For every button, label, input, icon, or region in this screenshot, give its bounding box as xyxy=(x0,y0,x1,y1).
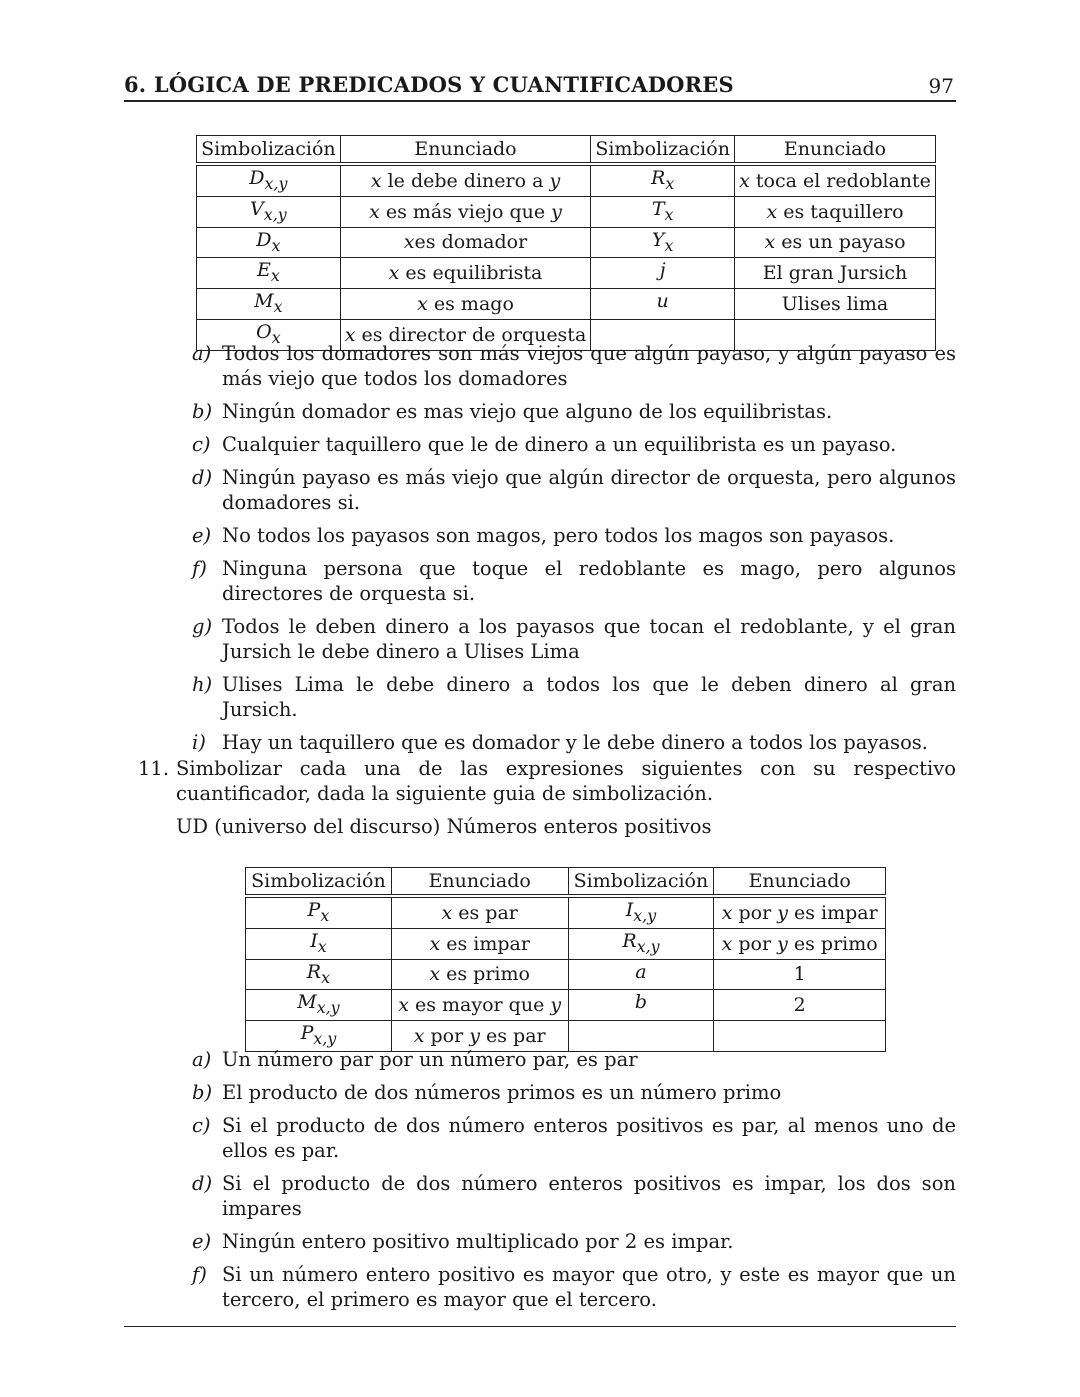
symbol-cell xyxy=(591,258,735,289)
symbol-letter: M xyxy=(254,290,274,313)
statement-text: x es un payaso xyxy=(764,231,906,254)
table-header: Simbolización xyxy=(591,136,735,163)
item-label xyxy=(192,1229,211,1254)
item-text: No todos los payasos son magos, pero todos los magos son payasos. xyxy=(222,524,895,547)
symbol-letter: j xyxy=(659,259,666,282)
statement-cell xyxy=(714,959,886,990)
item-label xyxy=(192,556,207,581)
item-label xyxy=(192,1047,211,1072)
symbol-subscript: x xyxy=(273,296,283,316)
statement-text: x es equilibrista xyxy=(388,262,543,285)
symbolization-table-2 xyxy=(245,867,886,1052)
statement-cell xyxy=(391,959,568,990)
table-row xyxy=(246,928,886,959)
symbol-cell xyxy=(568,959,714,990)
item-label xyxy=(192,1080,212,1105)
symbol-cell xyxy=(197,258,341,289)
symbol-letter: E xyxy=(256,259,271,282)
symbol-subscript: x,y xyxy=(636,936,660,956)
statement-text: xes domador xyxy=(403,231,528,254)
symbol-letter: T xyxy=(651,197,665,220)
symbol-letter: O xyxy=(256,320,272,343)
item-text: Hay un taquillero que es domador y le debe dinero a todos los payasos. xyxy=(222,731,929,754)
item-label xyxy=(192,341,211,366)
item-label xyxy=(192,1113,211,1138)
symbol-cell xyxy=(568,990,714,1021)
item-text: Si el producto de dos número enteros positivos es impar, los dos son impares xyxy=(222,1172,956,1220)
footer-rule xyxy=(124,1326,956,1327)
statement-cell xyxy=(735,258,936,289)
symbol-cell xyxy=(197,289,341,320)
symbol-subscript: x,y xyxy=(316,998,340,1018)
item-text: Si un número entero positivo es mayor que otro, y este es mayor que un tercero, el primero es mayor que el tercero. xyxy=(222,1263,956,1311)
statement-text: x es más viejo que y xyxy=(369,200,562,223)
symbol-subscript: x xyxy=(665,173,675,193)
symbol-subscript: x xyxy=(271,327,281,347)
item-label-text: f) xyxy=(192,1263,207,1286)
symbol-subscript: x xyxy=(321,967,331,987)
symbol-letter: P xyxy=(300,1022,314,1045)
symbol-letter: I xyxy=(625,899,634,921)
item-text: Ningún payaso es más viejo que algún director de orquesta, pero algunos domadores si. xyxy=(222,466,956,514)
symbol-letter: R xyxy=(651,167,666,189)
item-label xyxy=(192,465,212,490)
symbol-letter: R xyxy=(306,960,322,983)
symbol-cell xyxy=(197,227,341,258)
table-row xyxy=(197,289,936,320)
symbol-letter: M xyxy=(297,991,317,1014)
symbol-cell xyxy=(568,898,714,929)
statement-cell xyxy=(340,289,591,320)
item-label-text: b) xyxy=(192,1081,213,1104)
symbol-letter: D xyxy=(256,228,272,251)
list-item xyxy=(192,1113,956,1163)
list-item xyxy=(192,1080,956,1105)
item-label xyxy=(192,1171,212,1196)
statement-text: 2 xyxy=(793,994,806,1017)
statement-cell xyxy=(714,898,886,929)
list-item xyxy=(192,1171,956,1221)
item-text: Ningún entero positivo multiplicado por 2 es impar. xyxy=(222,1230,734,1253)
symbol-letter: I xyxy=(310,929,318,952)
table-header: Simbolización xyxy=(568,868,714,895)
item-label-text: d) xyxy=(192,1172,213,1195)
symbol-cell xyxy=(591,196,735,227)
item-label-text: h) xyxy=(192,673,213,696)
item-label xyxy=(192,730,206,755)
item-label-text: d) xyxy=(192,466,213,489)
item-text: Todos los domadores son más viejos que algún payaso, y algún payaso es más viejo que todos los domadores xyxy=(222,342,956,390)
exercise-list-11 xyxy=(192,1047,956,1320)
item-label-text: a) xyxy=(192,342,212,365)
list-item xyxy=(192,465,956,515)
symbol-cell xyxy=(197,196,341,227)
item-label xyxy=(192,614,212,639)
chapter-title: 6. LÓGICA DE PREDICADOS Y CUANTIFICADORES xyxy=(124,72,734,97)
symbol-letter: b xyxy=(634,991,648,1014)
statement-text: x es taquillero xyxy=(766,200,904,223)
statement-text: x por y es impar xyxy=(721,901,878,924)
symbol-cell xyxy=(197,166,341,197)
item-label xyxy=(192,432,211,457)
table-row xyxy=(197,258,936,289)
statement-text: El gran Jursich xyxy=(762,262,908,285)
symbol-letter: a xyxy=(635,960,647,983)
symbol-cell xyxy=(568,928,714,959)
page-header xyxy=(124,72,956,102)
symbol-subscript: x,y xyxy=(263,204,287,224)
table-row xyxy=(197,166,936,197)
table-header: Enunciado xyxy=(340,136,591,163)
statement-text: x es director de orquesta xyxy=(344,323,587,346)
table-row xyxy=(246,990,886,1021)
table-header: Enunciado xyxy=(714,868,886,895)
symbol-subscript: x,y xyxy=(264,173,288,193)
item-text: Ningún domador es mas viejo que alguno de los equilibristas. xyxy=(222,400,833,423)
symbol-cell xyxy=(591,289,735,320)
statement-cell xyxy=(735,289,936,320)
statement-cell xyxy=(340,258,591,289)
item-label-text: g) xyxy=(192,615,213,638)
statement-text: x es mayor que y xyxy=(398,994,562,1017)
item-text: Si el producto de dos número enteros positivos es par, al menos uno de ellos es par. xyxy=(222,1114,956,1162)
list-item xyxy=(192,556,956,606)
item-label-text: i) xyxy=(192,731,206,754)
statement-text: x es impar xyxy=(429,932,530,955)
statement-cell xyxy=(340,196,591,227)
statement-text: 1 xyxy=(793,963,806,986)
statement-cell xyxy=(735,227,936,258)
symbol-cell xyxy=(591,227,735,258)
symbol-subscript: x xyxy=(320,905,330,925)
table-row xyxy=(197,196,936,227)
item-text: El producto de dos números primos es un número primo xyxy=(222,1081,782,1104)
list-item xyxy=(192,341,956,391)
exercise-list-10 xyxy=(192,341,956,763)
list-item xyxy=(192,1262,956,1312)
list-item xyxy=(192,432,956,457)
item-text: Ulises Lima le debe dinero a todos los que le deben dinero al gran Jursich. xyxy=(222,673,956,721)
table-header: Enunciado xyxy=(735,136,936,163)
table-header-row xyxy=(197,136,936,163)
table-header: Simbolización xyxy=(246,868,392,895)
statement-cell xyxy=(714,990,886,1021)
item-text: Ninguna persona que toque el redoblante es mago, pero algunos directores de orquesta si. xyxy=(222,557,956,605)
statement-cell xyxy=(391,928,568,959)
item-label xyxy=(192,523,211,548)
statement-cell xyxy=(340,227,591,258)
statement-cell xyxy=(735,196,936,227)
statement-cell xyxy=(340,166,591,197)
symbolization-table-1 xyxy=(196,135,936,351)
statement-text: x es mago xyxy=(417,293,514,316)
item-label xyxy=(192,399,212,424)
list-item xyxy=(192,1229,956,1254)
symbol-letter: P xyxy=(307,899,321,921)
list-item xyxy=(192,672,956,722)
symbol-subscript: x xyxy=(317,936,327,956)
item-label-text: f) xyxy=(192,557,207,580)
page-number: 97 xyxy=(928,74,954,98)
list-item xyxy=(192,614,956,664)
symbol-subscript: x,y xyxy=(313,1028,337,1048)
statement-text: x por y es par xyxy=(413,1025,546,1048)
symbol-cell xyxy=(246,990,392,1021)
symbol-subscript: x,y xyxy=(633,905,657,925)
statement-cell xyxy=(391,990,568,1021)
symbol-letter: u xyxy=(656,290,669,313)
exercise-instructions: Simbolizar cada una de las expresiones siguientes con su respectivo cuantificador, dada la siguiente guia de simbolización. xyxy=(176,757,956,805)
symbol-subscript: x xyxy=(270,266,280,286)
item-text: Un número par por un número par, es par xyxy=(222,1048,638,1071)
symbol-cell xyxy=(246,928,392,959)
item-text: Cualquier taquillero que le de dinero a un equilibrista es un payaso. xyxy=(222,433,897,456)
statement-cell xyxy=(391,898,568,929)
symbol-cell xyxy=(246,898,392,929)
symbol-letter: V xyxy=(250,197,264,220)
exercise-number: 11. xyxy=(138,757,170,780)
statement-text: x es par xyxy=(441,901,518,924)
symbol-letter: Y xyxy=(651,228,665,251)
table-header: Simbolización xyxy=(197,136,341,163)
table-header: Enunciado xyxy=(391,868,568,895)
symbol-subscript: x xyxy=(271,235,281,255)
symbol-subscript: x xyxy=(664,235,674,255)
statement-text: x le debe dinero a y xyxy=(370,169,561,192)
item-label-text: a) xyxy=(192,1048,212,1071)
statement-cell xyxy=(735,166,936,197)
statement-text: x toca el redoblante xyxy=(739,169,931,192)
symbol-letter: R xyxy=(622,929,637,952)
table-header-row xyxy=(246,868,886,895)
item-text: Todos le deben dinero a los payasos que tocan el redoblante, y el gran Jursich le debe dinero a Ulises Lima xyxy=(222,615,956,663)
list-item xyxy=(192,399,956,424)
exercise-11 xyxy=(138,756,956,839)
statement-cell xyxy=(714,928,886,959)
list-item xyxy=(192,730,956,755)
item-label-text: b) xyxy=(192,400,213,423)
table-row xyxy=(197,227,936,258)
symbol-letter: D xyxy=(249,167,265,189)
symbol-cell xyxy=(246,959,392,990)
symbol-subscript: x xyxy=(664,204,674,224)
table-row xyxy=(246,959,886,990)
item-label xyxy=(192,1262,207,1287)
statement-text: Ulises lima xyxy=(781,293,889,316)
item-label-text: e) xyxy=(192,524,212,547)
item-label-text: c) xyxy=(192,433,211,456)
table-row xyxy=(246,898,886,929)
item-label xyxy=(192,672,212,697)
symbol-cell xyxy=(591,166,735,197)
universe-of-discourse: UD (universo del discurso) Números enteros positivos xyxy=(176,815,712,838)
statement-text: x es primo xyxy=(429,963,530,986)
statement-text: x por y es primo xyxy=(721,932,878,955)
item-label-text: e) xyxy=(192,1230,212,1253)
list-item xyxy=(192,1047,956,1072)
list-item xyxy=(192,523,956,548)
item-label-text: c) xyxy=(192,1114,211,1137)
